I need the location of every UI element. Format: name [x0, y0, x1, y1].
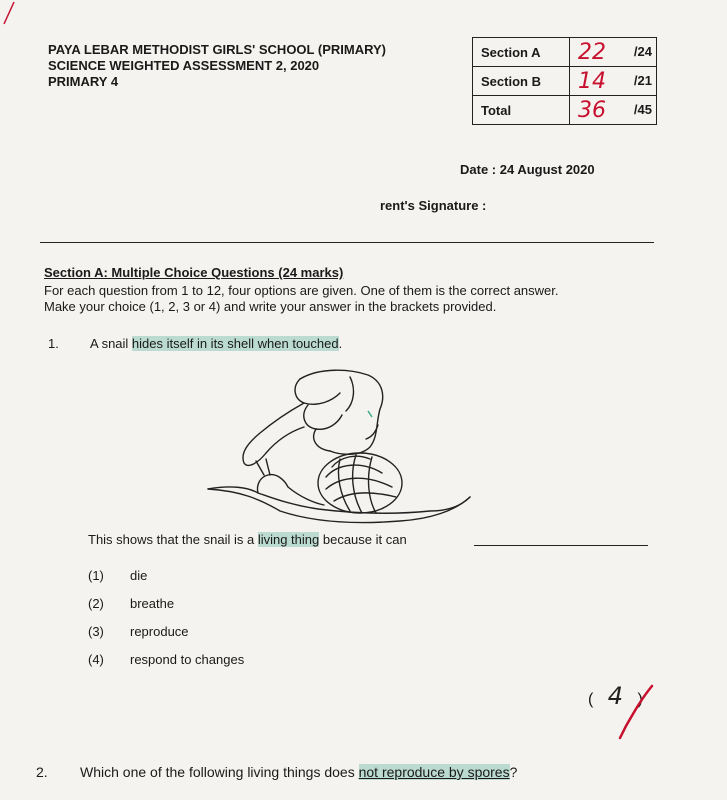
q2-highlight: not reproduce by spores [358, 764, 510, 780]
q1-option-3 [88, 624, 244, 652]
marks-score-cell [570, 67, 657, 96]
q1-option-2 [88, 596, 244, 624]
marks-score-cell [570, 96, 657, 125]
divider [40, 242, 654, 243]
q1-number: 1. [48, 336, 59, 351]
q2-text-pre: Which one of the following living things does [80, 764, 359, 780]
marks-total: /21 [633, 73, 652, 88]
marks-table [472, 37, 657, 125]
marks-label: Section A [473, 38, 570, 67]
marks-label: Total [473, 96, 570, 125]
option-text: breathe [130, 596, 175, 611]
q1-option-4 [88, 652, 244, 680]
option-number: (4) [88, 652, 104, 667]
option-number: (2) [88, 596, 104, 611]
marks-row-total [473, 96, 657, 125]
instruction-line: Make your choice (1, 2, 3 or 4) and write your answer in the brackets provided. [44, 299, 497, 314]
exam-header [48, 42, 386, 90]
q1-stem-pre: This shows that the snail is a [88, 532, 258, 547]
option-text: die [130, 568, 148, 583]
q1-stem-post: because it can [319, 532, 407, 547]
q1-stem [88, 532, 407, 547]
option-number: (1) [88, 568, 104, 583]
exam-date: Date : 24 August 2020 [460, 162, 595, 177]
marks-score: 36 [578, 97, 606, 123]
q1-stem-highlight: living thing [257, 532, 320, 547]
q1-option-1 [88, 568, 244, 596]
q2-text [80, 764, 517, 780]
q1-answer: 4 [607, 682, 624, 710]
q1-answer-blank [474, 545, 648, 546]
marks-total: /24 [633, 44, 652, 59]
school-name: PAYA LEBAR METHODIST GIRLS' SCHOOL (PRIMARY) [48, 42, 386, 57]
option-text: reproduce [130, 624, 189, 639]
parent-signature-label: rent's Signature : [380, 198, 487, 213]
pen-mark [0, 0, 30, 30]
option-number: (3) [88, 624, 104, 639]
assessment-name: SCIENCE WEIGHTED ASSESSMENT 2, 2020 [48, 58, 320, 73]
marks-score-cell [570, 38, 657, 67]
q2-number: 2. [36, 764, 48, 780]
answer-close-bracket: ) [637, 691, 643, 708]
instructions [44, 283, 684, 315]
instruction-line: For each question from 1 to 12, four options are given. One of them is the correct answer. [44, 283, 559, 298]
q1-highlight: hides itself in its shell when touched [131, 336, 339, 351]
option-text: respond to changes [130, 652, 245, 667]
q1-text [90, 336, 342, 351]
level: PRIMARY 4 [48, 74, 119, 89]
marks-label: Section B [473, 67, 570, 96]
q1-text-post: . [338, 336, 343, 351]
marks-total: /45 [633, 102, 652, 117]
answer-open-bracket: ( [588, 691, 594, 708]
q2-text-post: ? [509, 764, 518, 780]
q1-options [88, 568, 244, 680]
tick-mark [612, 682, 656, 742]
marks-score: 14 [578, 68, 606, 94]
marks-row-section-b [473, 67, 657, 96]
marks-row-section-a [473, 38, 657, 67]
section-title: Section A: Multiple Choice Questions (24 marks) [44, 265, 344, 280]
q1-text-pre: A snail [90, 336, 132, 351]
marks-score: 22 [578, 39, 606, 65]
hand-snail-illustration [200, 365, 480, 530]
